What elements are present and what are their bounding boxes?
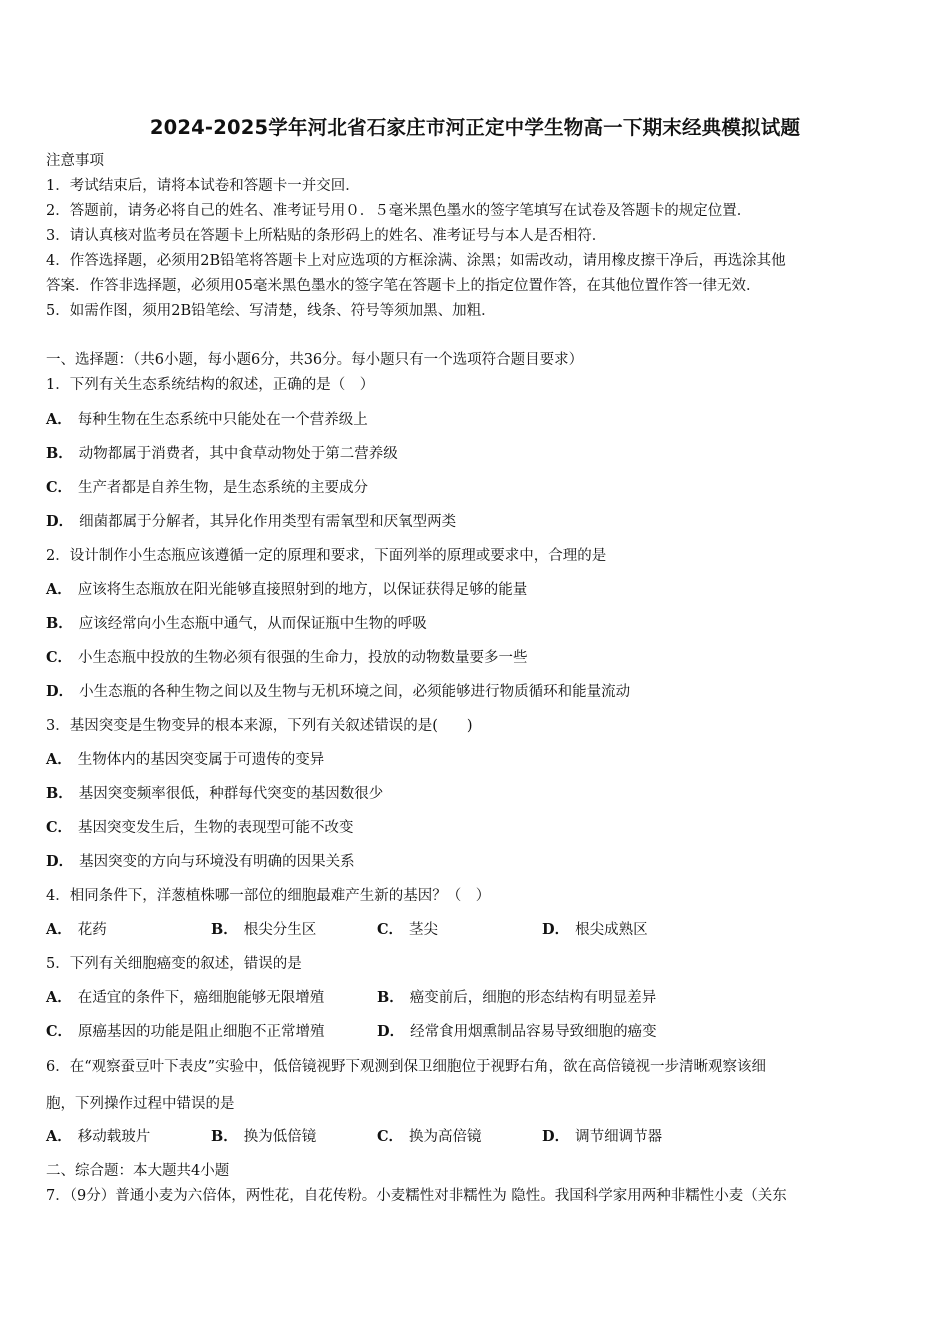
- option-row: [46, 750, 324, 770]
- option-text: 细菌都属于分解者，其异化作用类型有需氧型和厌氧型两类: [79, 514, 457, 530]
- option-item: [377, 1022, 657, 1042]
- option-letter: A．: [46, 989, 72, 1006]
- notice-item: 5．如需作图，须用2B铅笔绘、写清楚，线条、符号等须加黑、加粗．: [46, 303, 496, 319]
- option-letter: D．: [46, 513, 74, 530]
- option-row: [46, 818, 354, 838]
- notice-item: 3．请认真核对监考员在答题卡上所粘贴的条形码上的姓名、准考证号与本人是否相符．: [46, 228, 607, 244]
- question-stem: 1．下列有关生态系统结构的叙述，正确的是（ ）: [46, 377, 375, 393]
- option-row: [46, 512, 456, 532]
- option-letter: D．: [46, 683, 74, 700]
- option-letter: A．: [46, 1128, 72, 1145]
- option-text: 应该经常向小生态瓶中通气，从而保证瓶中生物的呼吸: [78, 616, 427, 632]
- option-row: [46, 784, 383, 804]
- option-letter: B．: [46, 445, 73, 462]
- option-letter: C．: [46, 819, 73, 836]
- notice-item: 4．作答选择题，必须用2B铅笔将答题卡上对应选项的方框涂满、涂黑；如需改动，请用橡皮擦干净后，再选涂其他: [46, 253, 786, 269]
- option-text: 经常食用烟熏制品容易导致细胞的癌变: [410, 1024, 657, 1040]
- option-text: 基因突变的方向与环境没有明确的因果关系: [79, 854, 355, 870]
- option-letter: D．: [542, 1128, 570, 1145]
- option-letter: C．: [46, 1023, 73, 1040]
- question-stem: 7．（9分）普通小麦为六倍体，两性花，自花传粉。小麦糯性对非糯性为 隐性。我国科学家用两种非糯性小麦（关东: [46, 1188, 787, 1204]
- option-row: [46, 648, 528, 668]
- option-row: [46, 852, 355, 872]
- option-text: 应该将生态瓶放在阳光能够直接照射到的地方，以保证获得足够的能量: [77, 582, 528, 598]
- option-text: 调节细调节器: [575, 1129, 663, 1145]
- option-row: [46, 614, 427, 634]
- question-stem-continued: 胞，下列操作过程中错误的是: [46, 1096, 235, 1112]
- option-letter: A．: [46, 751, 72, 768]
- option-item: [211, 1127, 316, 1147]
- option-letter: A．: [46, 411, 72, 428]
- option-letter: B．: [211, 1128, 238, 1145]
- option-text: 癌变前后，细胞的形态结构有明显差异: [409, 990, 657, 1006]
- option-letter: B．: [377, 989, 404, 1006]
- option-row: [46, 580, 527, 600]
- option-text: 根尖分生区: [243, 922, 317, 938]
- option-text: 换为低倍镜: [243, 1129, 317, 1145]
- option-letter: A．: [46, 581, 72, 598]
- notice-item: 答案．作答非选择题，必须用05毫米黑色墨水的签字笔在答题卡上的指定位置作答，在其他位置作答一律无效．: [46, 278, 761, 294]
- option-text: 基因突变发生后，生物的表现型可能不改变: [78, 820, 354, 836]
- option-text: 移动载玻片: [77, 1129, 151, 1145]
- option-item: [377, 988, 656, 1008]
- option-letter: D．: [46, 853, 74, 870]
- option-item: [211, 920, 316, 940]
- option-text: 根尖成熟区: [575, 922, 648, 938]
- notice-item: 2．答题前，请务必将自己的姓名、准考证号用０．５毫米黑色墨水的签字笔填写在试卷及答题卡的规定位置．: [46, 203, 752, 219]
- option-letter: C．: [46, 479, 73, 496]
- option-item: [46, 1127, 150, 1147]
- question-stem: 2．设计制作小生态瓶应该遵循一定的原理和要求，下面列举的原理或要求中，合理的是: [46, 548, 607, 564]
- page-title: 2024-2025学年河北省石家庄市河正定中学生物高一下期末经典模拟试题: [149, 116, 801, 139]
- option-letter: C．: [46, 649, 73, 666]
- option-text: 基因突变频率很低，种群每代突变的基因数很少: [78, 786, 384, 802]
- option-row: [46, 444, 398, 464]
- option-letter: B．: [46, 785, 73, 802]
- option-letter: D．: [377, 1023, 405, 1040]
- option-text: 小生态瓶的各种生物之间以及生物与无机环境之间，必须能够进行物质循环和能量流动: [79, 684, 631, 700]
- notice-item: 1．考试结束后，请将本试卷和答题卡一并交回．: [46, 178, 360, 194]
- option-item: [46, 920, 107, 940]
- question-stem: 4．相同条件下，洋葱植株哪一部位的细胞最难产生新的基因？（ ）: [46, 888, 491, 904]
- question-stem: 6．在“观察蚕豆叶下表皮”实验中，低倍镜视野下观测到保卫细胞位于视野右角，欲在高倍镜视一步清晰观察该细: [46, 1059, 767, 1075]
- option-text: 在适宜的条件下，癌细胞能够无限增殖: [77, 990, 325, 1006]
- option-text: 茎尖: [409, 922, 439, 938]
- option-text: 生物体内的基因突变属于可遗传的变异: [77, 752, 325, 768]
- option-item: [542, 1127, 662, 1147]
- option-item: [377, 1127, 482, 1147]
- section-heading: 二、综合题：本大题共4小题: [46, 1163, 230, 1179]
- option-row: [46, 410, 368, 430]
- option-item: [46, 1022, 325, 1042]
- question-stem: 5．下列有关细胞癌变的叙述，错误的是: [46, 956, 302, 972]
- section-heading: 一、选择题：（共6小题，每小题6分，共36分。每小题只有一个选项符合题目要求）: [46, 352, 584, 368]
- option-text: 小生态瓶中投放的生物必须有很强的生命力，投放的动物数量要多一些: [78, 650, 528, 666]
- option-text: 动物都属于消费者，其中食草动物处于第二营养级: [78, 446, 398, 462]
- option-item: [377, 920, 438, 940]
- option-item: [46, 988, 324, 1008]
- option-row: [46, 478, 368, 498]
- option-row: [46, 682, 630, 702]
- option-text: 生产者都是自养生物，是生态系统的主要成分: [78, 480, 369, 496]
- option-letter: D．: [542, 921, 570, 938]
- option-text: 花药: [77, 922, 107, 938]
- option-text: 原癌基因的功能是阻止细胞不正常增殖: [78, 1024, 325, 1040]
- option-letter: C．: [377, 921, 404, 938]
- option-letter: B．: [211, 921, 238, 938]
- notice-heading: 注意事项: [46, 153, 104, 169]
- option-letter: C．: [377, 1128, 404, 1145]
- option-text: 每种生物在生态系统中只能处在一个营养级上: [77, 412, 368, 428]
- option-text: 换为高倍镜: [409, 1129, 482, 1145]
- option-item: [542, 920, 648, 940]
- question-stem: 3．基因突变是生物变异的根本来源，下列有关叙述错误的是( ): [46, 718, 473, 734]
- option-letter: B．: [46, 615, 73, 632]
- option-letter: A．: [46, 921, 72, 938]
